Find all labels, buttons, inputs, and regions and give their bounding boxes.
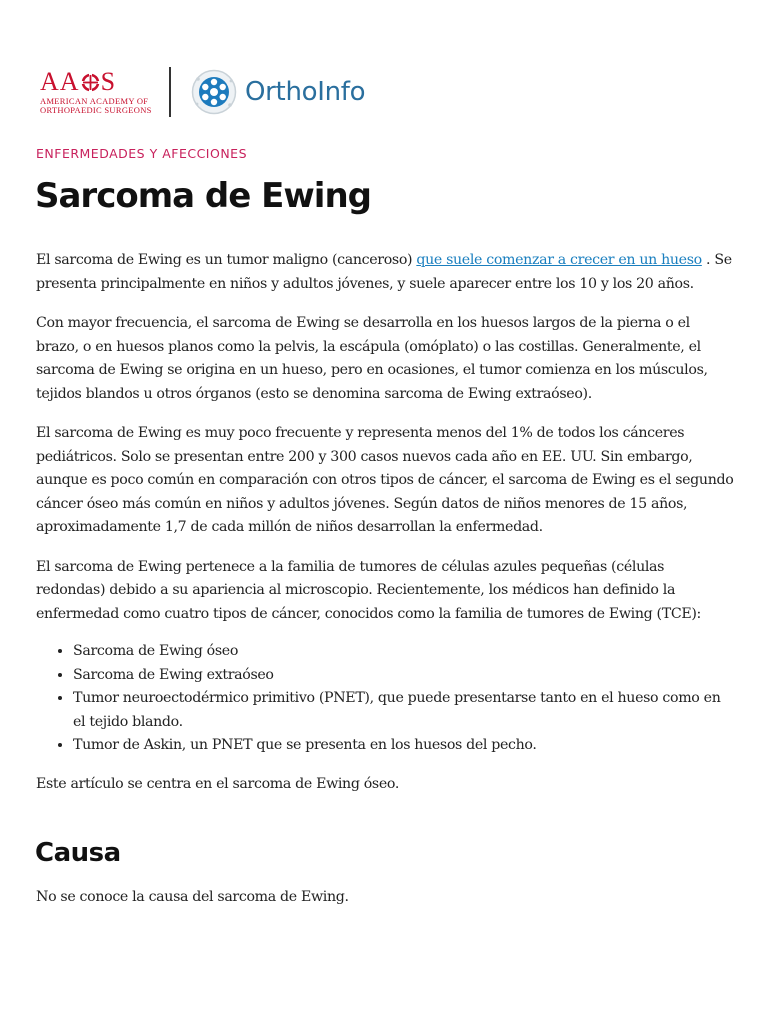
aaos-line-1: AMERICAN ACADEMY OF [40, 95, 149, 106]
intro-text-after: . Se presenta principalmente en niños y adultos jóvenes, y suele aparecer entre los 10 y los 20 años. [36, 252, 732, 292]
list-item: • Sarcoma de Ewing extraóseo [73, 664, 736, 688]
paragraph-family: El sarcoma de Ewing pertenece a la familia de tumores de células azules pequeñas (células redondas) debido a su apariencia al microscopio. Recientemente, los médicos han definido la enfermedad como cuatro tipos de cáncer, conocidos como la familia de tumores de Ewing (TCE): [36, 558, 701, 622]
page-title: Sarcoma de Ewing [35, 176, 371, 216]
list-item: • Sarcoma de Ewing óseo [73, 640, 736, 664]
paragraph-intro [36, 249, 736, 296]
orthoinfo-logo[interactable] [191, 69, 365, 115]
breadcrumb-category[interactable]: ENFERMEDADES Y AFECCIONES [36, 146, 248, 161]
aaos-o-icon [81, 72, 100, 91]
tumor-types-list [36, 640, 736, 758]
intro-text-before: El sarcoma de Ewing es un tumor maligno (canceroso) [36, 252, 417, 268]
paragraph-frequency: El sarcoma de Ewing es muy poco frecuente y representa menos del 1% de todos los cánceres pediátricos. Solo se presentan entre 200 y 300 casos nuevos cada año en EE. UU. Sin embargo, aunque es poco común en comparación con otros tipos de cáncer, el sarcoma de Ewing es el segundo cáncer óseo más común en niños y adultos jóvenes. Según datos de niños menores de 15 años, aproximadamente 1,7 de cada millón de niños desarrollan la enfermedad. [36, 425, 734, 535]
orthoinfo-wordmark: OrthoInfo [245, 77, 366, 107]
aaos-logo[interactable] [40, 66, 152, 115]
paragraph-location: Con mayor frecuencia, el sarcoma de Ewing se desarrolla en los huesos largos de la pierna o el brazo, o en huesos planos como la pelvis, la escápula (omóplato) o las costillas. Generalmente, el sarcoma de Ewing se origina en un hueso, pero en ocasiones, el tumor comienza en los músculos, tejidos blandos u otros órganos (esto se denomina sarcoma de Ewing extraóseo). [36, 315, 708, 402]
site-header [40, 66, 365, 118]
paragraph-cause: No se conoce la causa del sarcoma de Ewing. [36, 889, 349, 905]
orthoinfo-cell-icon [191, 69, 237, 115]
article-body [36, 249, 736, 926]
section-heading-causa: Causa [35, 838, 121, 868]
logo-divider [169, 67, 171, 117]
aaos-line-2: ORTHOPAEDIC SURGEONS [40, 104, 152, 115]
paragraph-focus: Este artículo se centra en el sarcoma de Ewing óseo. [36, 775, 400, 792]
list-item: • Tumor neuroectodérmico primitivo (PNET), que puede presentarse tanto en el hueso como en el tejido blando. [73, 687, 736, 734]
bone-growth-link[interactable]: que suele comenzar a crecer en un hueso [416, 252, 702, 268]
aaos-wordmark: AA S [40, 66, 117, 96]
list-item: • Tumor de Askin, un PNET que se presenta en los huesos del pecho. [73, 734, 736, 758]
